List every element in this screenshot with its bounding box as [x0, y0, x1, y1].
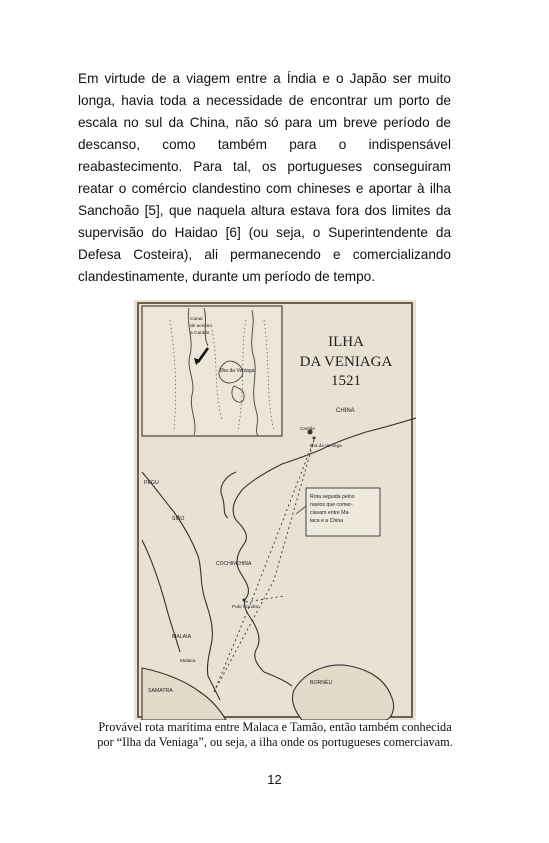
inset-label-channel: de acesso	[190, 324, 212, 329]
paragraph-line: supervisão do Haidao [6] (ou seja, o Superintendente da	[78, 225, 451, 240]
route-legend-text: Rota seguida pelos	[310, 494, 355, 500]
label-malaca: Malaca	[180, 659, 196, 664]
historical-map	[134, 300, 416, 720]
paragraph-line: Sanchoão [5], que naquela altura estava fora dos limites da	[78, 203, 451, 218]
paragraph-line: Em virtude de a viagem entre a Índia e o Japão ser muito	[78, 71, 451, 86]
map-title: ILHA	[328, 334, 364, 350]
paragraph-line: Defesa Costeira), ali permanecendo e comercializando	[78, 247, 451, 262]
caption-line: por “Ilha da Veniaga”, ou seja, a ilha onde os portugueses comerciavam.	[97, 735, 453, 749]
island-marker	[243, 599, 246, 602]
label-borneu: BORNÉU	[310, 680, 333, 686]
paragraph-line: descanso, como também para o indispensável	[78, 137, 451, 152]
label-china: CHINA	[336, 408, 355, 414]
map-figure	[134, 300, 416, 720]
paragraph-line: reabastecimento. Para tal, os portugueses conseguiram	[78, 159, 451, 174]
caption-line: Provável rota marítima entre Malaca e Tamão, então também conhecida	[98, 720, 452, 734]
inset-map-box	[142, 306, 282, 436]
figure-caption	[60, 720, 490, 750]
label-pegu: PEGU	[144, 480, 159, 486]
label-cochinchina: COCHINCHINA	[216, 561, 252, 567]
paragraph-line: clandestinamente, durante um período de tempo.	[78, 269, 375, 284]
label-malaia: MALAIA	[172, 634, 192, 640]
paragraph-line: escala no sul da China, não só para um breve período de	[78, 115, 451, 130]
island-marker	[313, 437, 316, 440]
label-cantao: Cantão	[300, 426, 315, 431]
map-year: 1521	[331, 373, 361, 389]
paragraph-line: longa, havia toda a necessidade de encontrar um porto de	[78, 93, 451, 108]
route-legend-text: ciavam entre Ma-	[310, 510, 351, 516]
page-number: 12	[267, 772, 282, 787]
label-samatra: SAMATRA	[148, 688, 173, 694]
label-pulo-condor: Pulo Condor	[232, 605, 259, 610]
inset-label-island: Ilha da Veniaga	[220, 368, 255, 374]
paragraph-line: reatar o comércio clandestino com chineses e aportar à ilha	[78, 181, 451, 196]
body-paragraph	[78, 68, 451, 288]
route-legend-text: laca e a China	[310, 518, 344, 524]
label-siao: SIÃO	[172, 516, 185, 522]
label-ilha-veniaga: Ilha da Veniaga	[310, 443, 342, 448]
route-legend-text: navios que comer-	[310, 502, 353, 508]
inset-label-channel: Canal	[190, 317, 203, 322]
map-title: DA VENIAGA	[299, 354, 393, 370]
inset-label-channel: a Cantão	[190, 331, 210, 336]
